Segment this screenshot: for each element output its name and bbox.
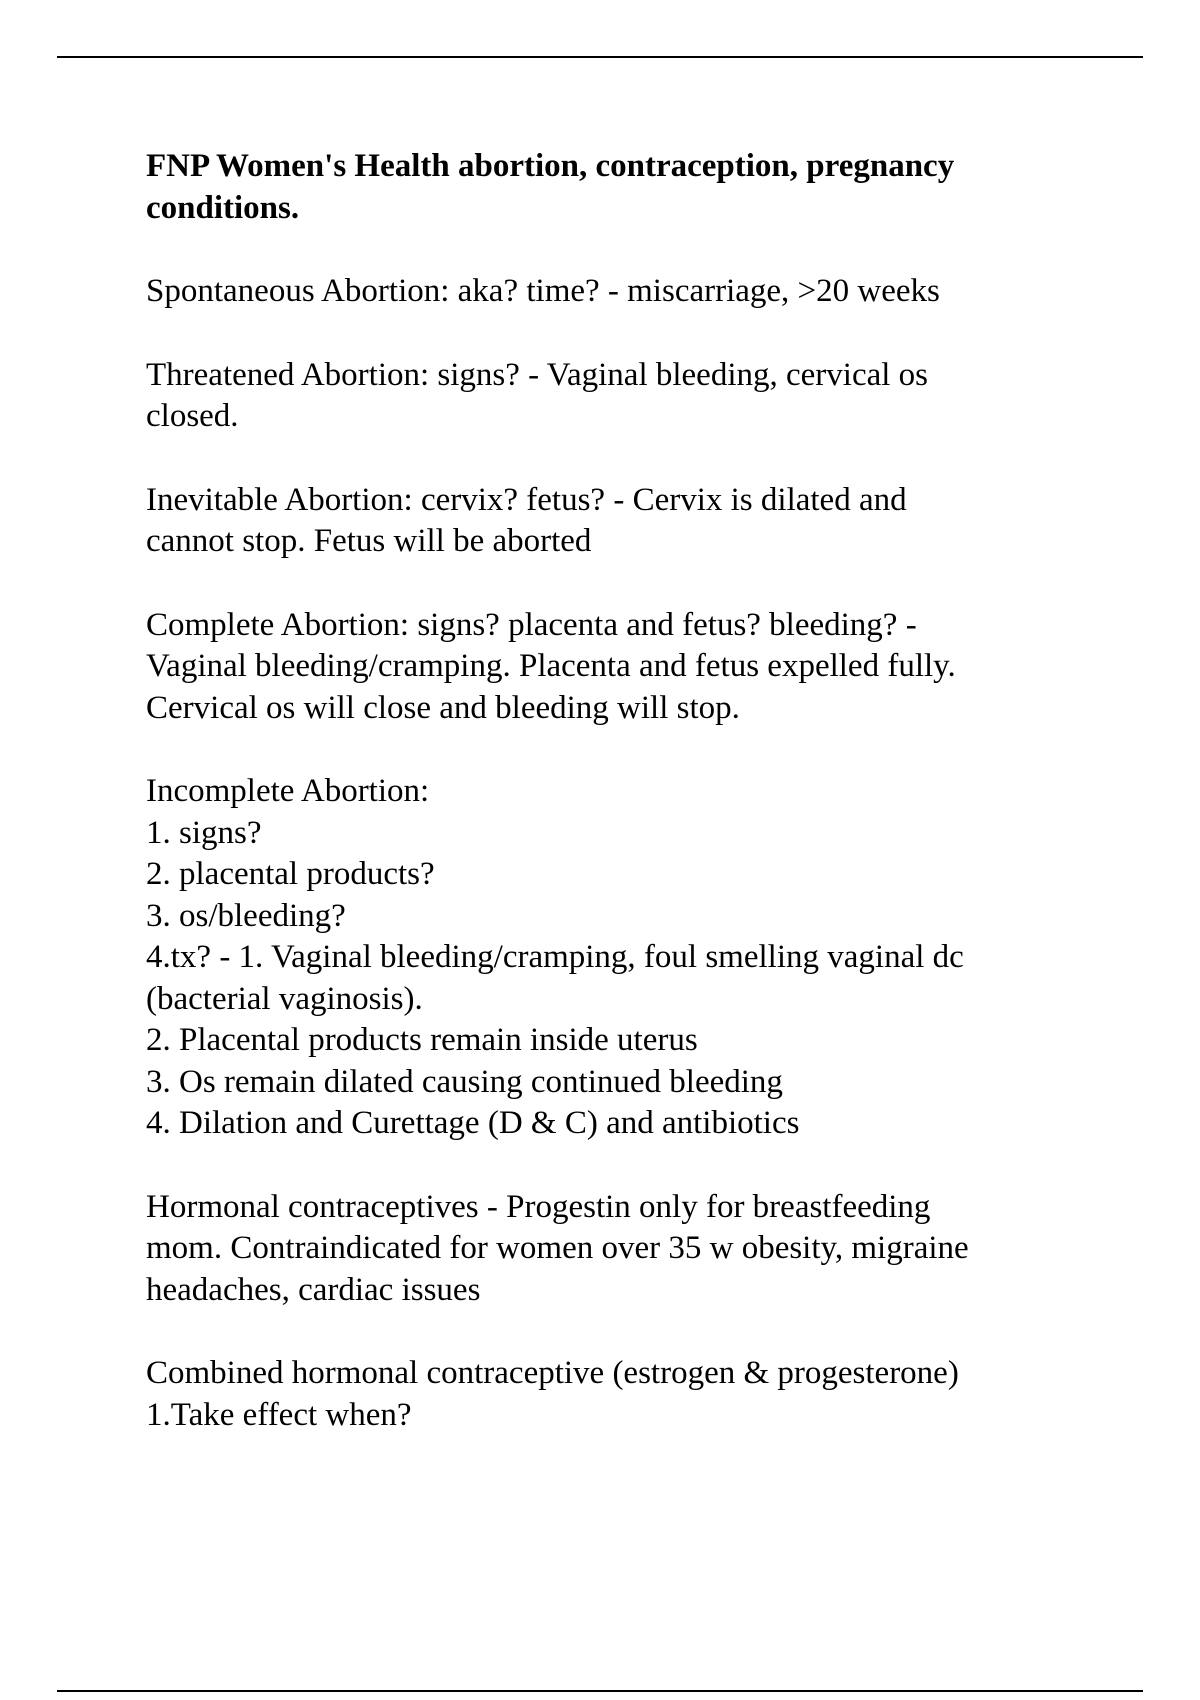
document-body (146, 146, 1076, 1478)
text-line: mom. Contraindicated for women over 35 w obesity, migraine (146, 1230, 969, 1266)
paragraph-threatened-abortion (146, 355, 1076, 438)
text-line: Inevitable Abortion: cervix? fetus? - Cervix is dilated and (146, 481, 907, 518)
top-rule (57, 56, 1143, 58)
text-line: cannot stop. Fetus will be aborted (146, 523, 592, 559)
text-line: Threatened Abortion: signs? - Vaginal bleeding, cervical os (146, 356, 928, 393)
text-line: Hormonal contraceptives - Progestin only for breastfeeding (146, 1188, 931, 1225)
text-line: headaches, cardiac issues (146, 1271, 481, 1308)
paragraph-hormonal-contraceptives (146, 1187, 1076, 1312)
text-line: 2. placental products? (146, 856, 435, 892)
paragraph-spontaneous-abortion (146, 271, 1076, 313)
text-line: 2. Placental products remain inside uterus (146, 1022, 698, 1058)
text-line: Vaginal bleeding/cramping. Placenta and fetus expelled fully. (146, 648, 956, 684)
title-line: conditions. (146, 189, 300, 226)
paragraph-combined-contraceptive (146, 1353, 1076, 1436)
text-line: Incomplete Abortion: (146, 773, 430, 809)
text-line: 1.Take effect when? (146, 1396, 412, 1433)
text-line: Cervical os will close and bleeding will stop. (146, 689, 740, 726)
text-line: (bacterial vaginosis). (146, 980, 423, 1017)
text-line: 1. signs? (146, 814, 262, 851)
text-line: 3. os/bleeding? (146, 897, 346, 934)
text-line: Complete Abortion: signs? placenta and fetus? bleeding? - (146, 606, 917, 643)
text-line: Combined hormonal contraceptive (estrogen & progesterone) (146, 1355, 959, 1391)
paragraph-complete-abortion (146, 605, 1076, 730)
title-line: FNP Women's Health abortion, contraception, pregnancy (146, 148, 955, 184)
document-title (146, 146, 1076, 229)
paragraph-inevitable-abortion (146, 480, 1076, 563)
text-line: Spontaneous Abortion: aka? time? - miscarriage, >20 weeks (146, 273, 940, 309)
text-line: 3. Os remain dilated causing continued bleeding (146, 1063, 783, 1100)
bottom-rule (57, 1690, 1143, 1692)
paragraph-incomplete-abortion (146, 771, 1076, 1145)
text-line: closed. (146, 398, 239, 434)
text-line: 4.tx? - 1. Vaginal bleeding/cramping, foul smelling vaginal dc (146, 939, 964, 975)
text-line: 4. Dilation and Curettage (D & C) and antibiotics (146, 1105, 800, 1141)
